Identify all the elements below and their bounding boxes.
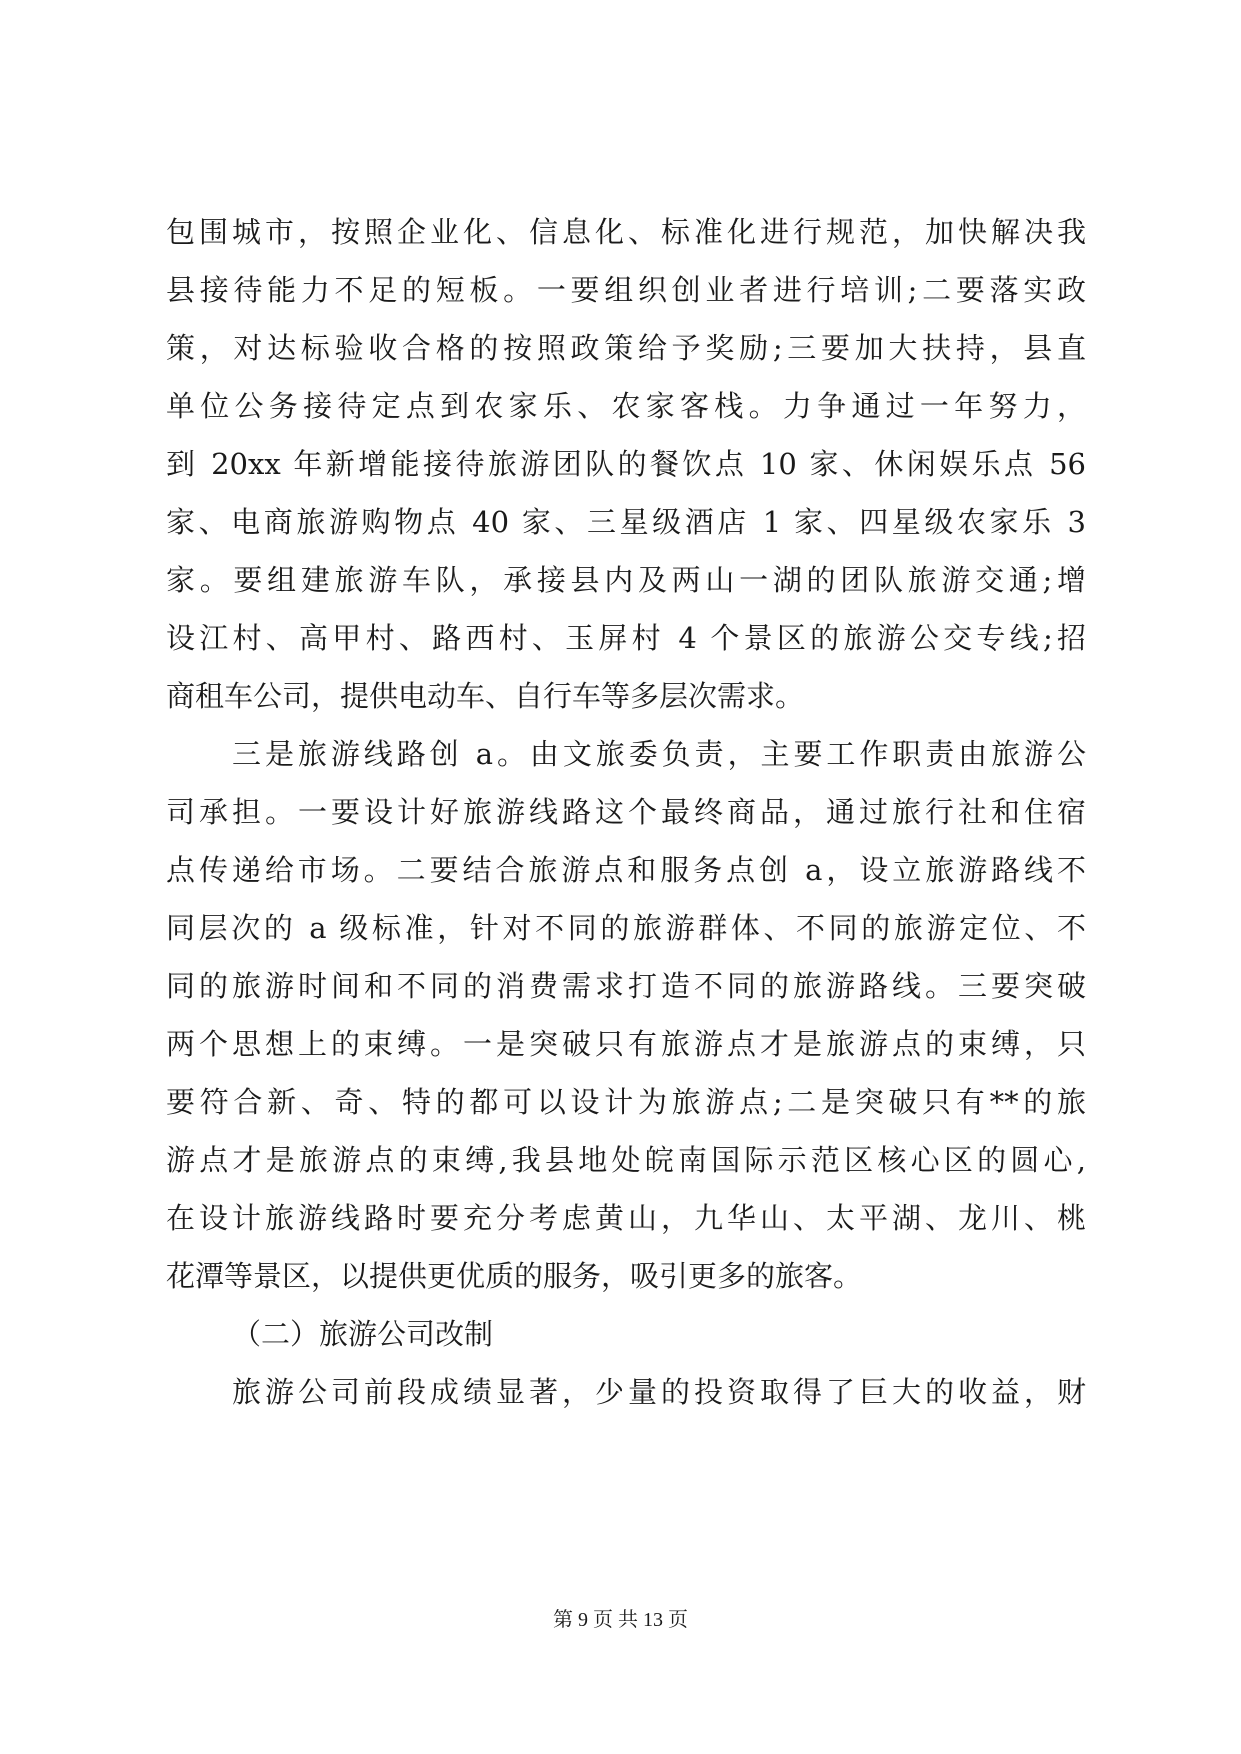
body-text-line: 商租车公司，提供电动车、自行车等多层次需求。: [166, 679, 805, 713]
body-text-line: 两个思想上的束缚。一是突破只有旅游点才是旅游点的束缚，只: [166, 1027, 1086, 1061]
paragraph-first-line: 三是旅游线路创 a。由文旅委负责，主要工作职责由旅游公: [232, 737, 1086, 771]
body-text-line: 同层次的 a 级标准，针对不同的旅游群体、不同的旅游定位、不: [166, 911, 1086, 945]
body-text-line: 同的旅游时间和不同的消费需求打造不同的旅游路线。三要突破: [166, 969, 1086, 1003]
body-text-line: 要符合新、奇、特的都可以设计为旅游点;二是突破只有**的旅: [166, 1085, 1086, 1119]
body-text-line: 点传递给市场。二要结合旅游点和服务点创 a，设立旅游路线不: [166, 853, 1086, 887]
body-text-line: 设江村、高甲村、路西村、玉屏村 4 个景区的旅游公交专线;招: [166, 621, 1086, 655]
body-text-line: 包围城市，按照企业化、信息化、标准化进行规范，加快解决我: [166, 215, 1086, 249]
body-text-line: 策，对达标验收合格的按照政策给予奖励;三要加大扶持，县直: [166, 331, 1086, 365]
body-text-line: 家。要组建旅游车队，承接县内及两山一湖的团队旅游交通;增: [166, 563, 1086, 597]
body-text-line: 在设计旅游线路时要充分考虑黄山，九华山、太平湖、龙川、桃: [166, 1201, 1086, 1235]
body-text-line: 花潭等景区，以提供更优质的服务，吸引更多的旅客。: [166, 1259, 863, 1293]
body-text-line: 县接待能力不足的短板。一要组织创业者进行培训;二要落实政: [166, 273, 1086, 307]
paragraph-first-line: 旅游公司前段成绩显著，少量的投资取得了巨大的收益，财: [232, 1375, 1086, 1409]
body-text-line: 司承担。一要设计好旅游线路这个最终商品，通过旅行社和住宿: [166, 795, 1086, 829]
body-text-line: 游点才是旅游点的束缚,我县地处皖南国际示范区核心区的圆心,: [166, 1143, 1086, 1177]
body-text-line: 家、电商旅游购物点 40 家、三星级酒店 1 家、四星级农家乐 3: [166, 505, 1086, 539]
page-footer: 第 9 页 共 13 页: [553, 1609, 688, 1631]
body-text-line: 单位公务接待定点到农家乐、农家客栈。力争通过一年努力，: [166, 389, 1086, 423]
body-text-line: 到 20xx 年新增能接待旅游团队的餐饮点 10 家、休闲娱乐点 56: [166, 447, 1086, 481]
section-heading: （二）旅游公司改制: [232, 1317, 494, 1351]
